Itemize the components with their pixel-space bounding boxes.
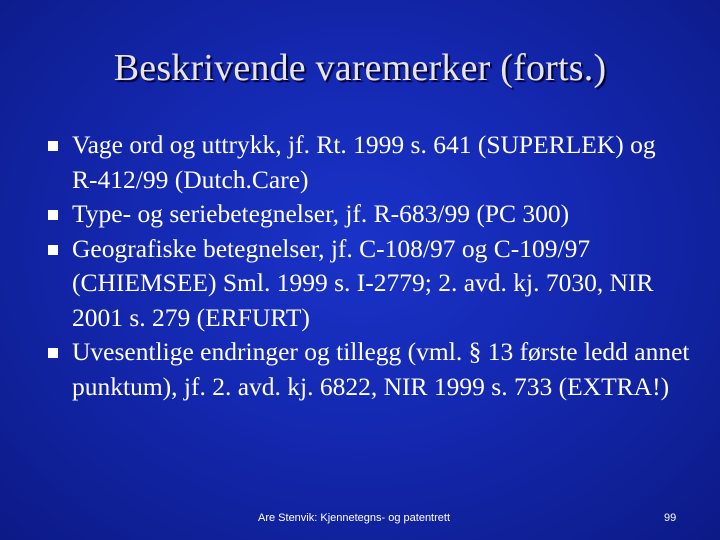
page-number: 99 xyxy=(664,512,677,524)
bullet-item xyxy=(48,335,708,404)
bullet-text: Type- og seriebetegnelser, jf. R-683/99 (PC 300) xyxy=(72,199,570,228)
bullet-item xyxy=(48,232,708,336)
square-bullet-icon xyxy=(48,210,58,220)
bullet-text: Vage ord og uttrykk, jf. Rt. 1999 s. 641 (SUPERLEK) og R‑412/99 (Dutch.Care) xyxy=(72,130,656,194)
bullet-list xyxy=(48,128,708,404)
bullet-item xyxy=(48,128,708,197)
square-bullet-icon xyxy=(48,141,58,151)
bullet-text: Uvesentlige endringer og tillegg (vml. § 13 første ledd annet punktum), jf. 2. avd. kj. 6822, NIR 1999 s. 733 (EXTRA!) xyxy=(72,337,690,401)
bullet-text: Geografiske betegnelser, jf. C-108/97 og C‑109/97 (CHIEMSEE) Sml. 1999 s. I-2779; 2. avd. kj. 7030, NIR 2001 s. 279 (ERFURT) xyxy=(72,233,654,332)
slide-title: Beskrivende varemerker (forts.) xyxy=(113,47,607,89)
square-bullet-icon xyxy=(48,245,58,255)
square-bullet-icon xyxy=(48,348,58,358)
footer-text: Are Stenvik: Kjennetegns- og patentrett xyxy=(258,512,451,524)
bullet-item xyxy=(48,197,708,232)
